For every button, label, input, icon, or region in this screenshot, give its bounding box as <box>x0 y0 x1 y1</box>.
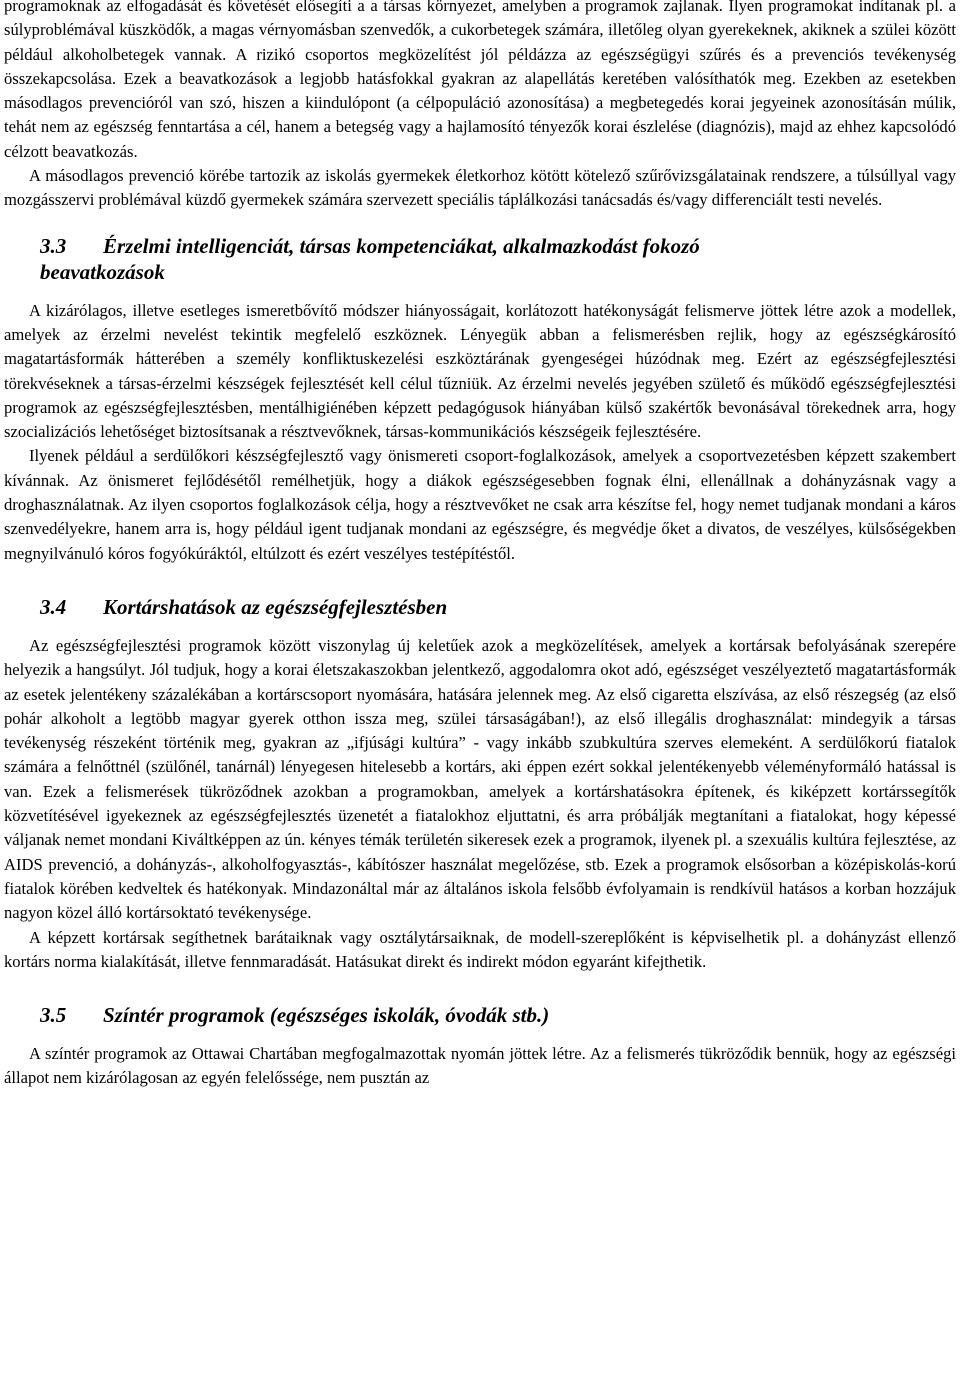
section-heading-3-4 <box>4 594 956 620</box>
paragraph: A kizárólagos, illetve esetleges ismeretbővítő módszer hiányosságait, korlátozott hatékonyságát felismerve jöttek létre azok a modellek, amelyek az érzelmi nevelést tekintik megfelelő eszköznek. Lényegük abban a felismerésben rejlik, hogy az egészségkárosító magatartásformák hátterében a személy konfliktuskezelési eszköztárának gyengeségei húzódnak meg. Ezért az egészségfejlesztési törekvéseknek a társas-érzelmi készségek fejlesztését kell célul tűzniük. Az érzelmi nevelés jegyében születő és működő egészségfejlesztési programok az egészségfejlesztésben, mentálhigiénében képzett pedagógusok hiányában külső szakértők bevonásával törekednek arra, hogy szocializációs lehetőséget biztosítsanak a résztvevőknek, társas-kommunikációs készségeik fejlesztésére. <box>4 300 956 442</box>
paragraph: A színtér programok az Ottawai Chartában megfogalmazottak nyomán jöttek létre. Az a felismerés tükröződik bennük, hogy az egészségi állapot nem kizárólagosan az egyén felelőssége, nem pusztán az <box>4 1044 956 1088</box>
section-heading-3-5 <box>4 1002 956 1028</box>
section-number: 3.4 <box>40 594 67 619</box>
section-title: Színtér programok (egészséges iskolák, óvodák stb.) <box>103 1003 550 1028</box>
paragraph: Az egészségfejlesztési programok között viszonylag új keletűek azok a megközelítések, amelyek a kortársak befolyásának szerepére helyezik a hangsúlyt. Jól tudjuk, hogy a korai életszakaszokban jelentkező, aggodalomra okot adó, egészséget veszélyeztető magatartásformák az esetek jelentékeny százalékában a kortárscsoport nyomására, hatására jelennek meg. Az első cigaretta elszívása, az első részegség (az első pohár alkoholt a legtöbb magyar gyerek otthon issza meg, szülei társaságában!), az első illegális droghasználat: mindegyik a társas tevékenység részeként történik meg, gyakran az „ifjúsági kultúra” - vagy inkább szubkultúra szerves elemeként. A serdülőkorú fiatalok számára a felnőttnél (szülőnél, tanárnál) lényegesen hitelesebb a kortárs, aki éppen ezért sokkal jelentékenyebb véleményformáló hatással is van. Ezek a felismerések tükröződnek azokban a programokban, amelyek a kortárshatásokra építenek, és kiképzett kortárssegítők közvetítésével igyekeznek az egészségfejlesztés üzenetét a fiatalokhoz eljuttatni, és arra próbálják megtanítani a fiatalokat, hogy képessé váljanak nemet mondani Kiváltképpen az ún. kényes témák területén sikeresek ezek a programok, ilyenek pl. a szexuális kultúra fejlesztése, az AIDS prevenció, a dohányzás-, alkoholfogyasztás-, kábítószer használat megelőzése, stb. Ezek a programok elsősorban a középiskolás-korú fiatalok körében kedveltek és hatékonyak. Mindazonáltal már az általános iskola felsőbb évfolyamain is rendkívül hatásos a korban hozzájuk nagyon közel álló kortársoktató tevékenysége. <box>4 635 956 923</box>
section-number: 3.3 <box>40 233 67 258</box>
section-title: Érzelmi intelligenciát, társas kompetenciákat, alkalmazkodást fokozó <box>103 233 700 258</box>
section-heading-3-3 <box>4 233 956 285</box>
section-title-continuation: beavatkozások <box>40 259 165 284</box>
paragraph: A másodlagos prevenció körébe tartozik az iskolás gyermekek életkorhoz kötött kötelező szűrővizsgálatainak rendszere, a túlsúllyal vagy mozgásszervi problémával küzdő gyermekek számára szervezett speciális táplálkozási tanácsadás és/vagy differenciált testi nevelés. <box>4 166 956 210</box>
section-number: 3.5 <box>40 1003 67 1028</box>
paragraph: programoknak az elfogadását és követését elősegíti a a társas környezet, amelyben a programok zajlanak. Ilyen programokat indítanak pl. a súlyproblémával küszködők, a magas vérnyomásban szenvedők, a cukorbetegek számára, illetőleg olyan gyerekeknek, akiknek a szülei között például alkoholbetegek vannak. A rizikó csoportos megközelítést jól példázza az egészségügyi szűrés és a prevenciós tevékenység összekapcsolása. Ezek a beavatkozások a legjobb hatásfokkal gyakran az alapellátás keretében valósíthatók meg. Ezekben az esetekben másodlagos prevencióról van szó, hiszen a kiindulópont (a célpopuláció azonosítása) a megbetegedés korai jegyeinek azonosításán múlik, tehát nem az egészség fenntartása a cél, hanem a betegség vagy a hajlamosító tényezők korai észlelése (diagnózis), majd az ehhez kapcsolódó célzott beavatkozás. <box>4 0 956 161</box>
paragraph: Ilyenek például a serdülőkori készségfejlesztő vagy önismereti csoport-foglalkozások, amelyek a csoportvezetésben képzett szakembert kívánnak. Az önismeret fejlődésétől remélhetjük, hogy a diákok egészségesebben fognak élni, ellenállnak a dohányzásnak vagy a droghasználatnak. Az ilyen csoportos foglalkozások célja, hogy a résztvevőket ne csak arra készítse fel, hogy nemet tudjanak mondani a káros szenvedélyekre, hanem arra is, hogy például igent tudjanak mondani az egészségre, és megvédje őket a divatos, de veszélyes, külsőségekben megnyilvánuló kóros fogyókúráktól, eltúlzott és ezért veszélyes testépítéstől. <box>4 446 956 563</box>
paragraph: A képzett kortársak segíthetnek barátaiknak vagy osztálytársaiknak, de modell-szereplőként is képviselhetik pl. a dohányzást ellenző kortárs norma kialakítását, illetve fennmaradását. Hatásukat direkt és indirekt módon egyaránt kifejthetik. <box>4 927 956 971</box>
section-title: Kortárshatások az egészségfejlesztésben <box>103 594 448 619</box>
